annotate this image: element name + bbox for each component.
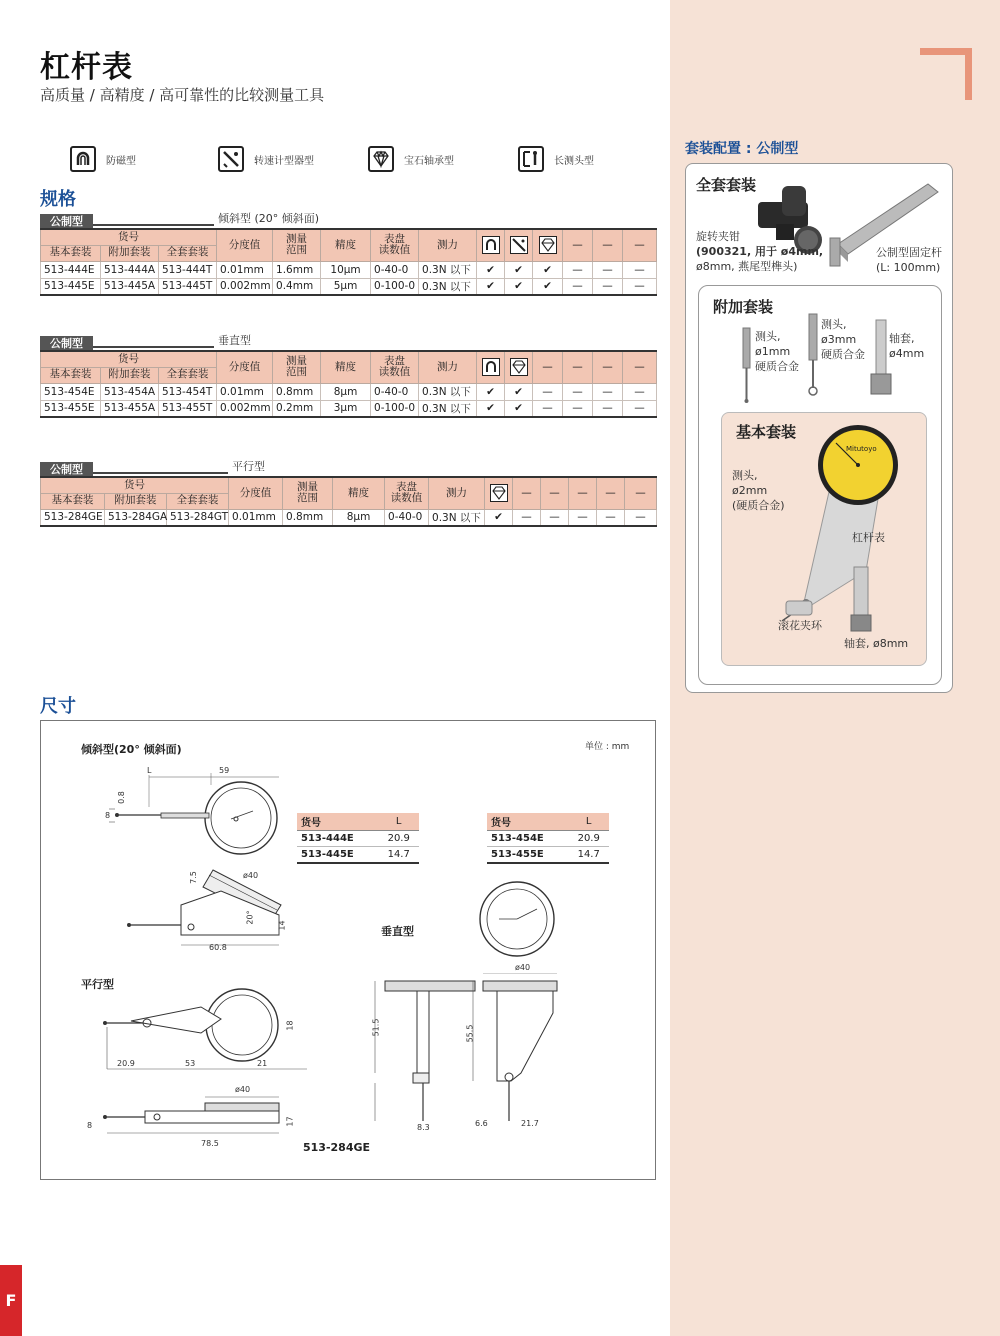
stem-4mm-label (889, 332, 924, 362)
stem-4mm-l1: 轴套, (889, 332, 915, 345)
rod-label-l1: 公制型固定杆 (876, 246, 942, 259)
stem-4mm-l2: ø4mm (889, 346, 925, 360)
force: 0.3N 以下 (419, 278, 477, 295)
dimensions-panel (40, 720, 656, 1180)
basic-set-header: 基本套装 (41, 367, 101, 383)
dim-0-8: 0.8 (116, 791, 126, 804)
dim-21-7: 21.7 (521, 1119, 539, 1128)
mark: ✔ (505, 261, 533, 278)
range: 1.6mm (273, 261, 321, 278)
dial-header-l2: 读数值 (378, 244, 411, 257)
brand-text: Mitutoyo (846, 445, 877, 453)
anti-magnetic-icon (477, 229, 505, 261)
mark: — (593, 400, 623, 417)
force: 0.3N 以下 (419, 383, 477, 400)
mark: — (623, 278, 657, 295)
dial: 0-40-0 (371, 261, 419, 278)
mark: ✔ (477, 278, 505, 295)
dim-51-5: 51.5 (371, 1018, 381, 1037)
range: 0.4mm (273, 278, 321, 295)
vertical-L-table (487, 813, 609, 864)
mini-header: L (568, 813, 609, 831)
mark: ✔ (485, 509, 513, 526)
mark: — (593, 383, 623, 400)
accuracy-header: 精度 (321, 351, 371, 383)
long-stylus-icon (518, 146, 544, 172)
feature-long-stylus (518, 146, 594, 172)
table-row (41, 400, 657, 417)
spec-section-title: 规格 (40, 189, 76, 210)
mark: ✔ (477, 261, 505, 278)
stylus-2mm-l3: (硬质合金) (732, 498, 785, 512)
addon-set-header: 附加套装 (101, 367, 159, 383)
accuracy: 8µm (321, 383, 371, 400)
addon-part: 513-444A (101, 261, 159, 278)
dial-header (371, 351, 419, 383)
dash-header: — (513, 477, 541, 509)
range: 0.8mm (273, 383, 321, 400)
tilt-side-view-drawing (121, 865, 291, 955)
force: 0.3N 以下 (419, 261, 477, 278)
stylus-3mm-label (821, 318, 865, 363)
mini-header: 货号 (487, 813, 568, 831)
dash-header: — (623, 229, 657, 261)
addon-set-box (698, 285, 942, 685)
mark: — (533, 383, 563, 400)
spec-table-2 (40, 350, 657, 418)
jewel-bearing-icon (505, 351, 533, 383)
lever-indicator-image (746, 421, 926, 621)
graduation: 0.01mm (229, 509, 283, 526)
table-subtitle: 平行型 (232, 460, 265, 473)
basic-part: 513-445E (41, 278, 101, 295)
addon-part: 513-455A (101, 400, 159, 417)
full-set-title: 全套套装 (696, 176, 757, 194)
mark: — (563, 278, 593, 295)
dim-60-8: 60.8 (209, 943, 227, 952)
mini-header: 货号 (297, 813, 378, 831)
force-header: 测力 (429, 477, 485, 509)
stylus-3mm-l1: 测头, (821, 318, 847, 331)
dial-header-l2: 读数值 (390, 492, 423, 505)
parallel-model-label: 513-284GE (303, 1141, 371, 1154)
mini-value: 20.9 (568, 831, 609, 847)
force-header: 测力 (419, 351, 477, 383)
table-row (297, 831, 419, 847)
full-set-header: 全套套装 (159, 367, 217, 383)
range-header (273, 351, 321, 383)
graduation-header: 分度值 (217, 229, 273, 261)
addon-set-title: 附加套装 (713, 298, 774, 316)
part-no-header: 货号 (41, 229, 217, 245)
indicator-label: 杠杆表 (852, 531, 885, 544)
mark: ✔ (505, 400, 533, 417)
feature-label: 防磁型 (106, 155, 136, 167)
mark: — (563, 400, 593, 417)
basic-set-header: 基本套装 (41, 493, 105, 509)
dim-20deg: 20° (245, 910, 255, 925)
range-header (273, 229, 321, 261)
dash-header: — (623, 351, 657, 383)
mark: ✔ (505, 278, 533, 295)
dial-header (385, 477, 429, 509)
basic-part: 513-444E (41, 261, 101, 278)
basic-set-box (721, 412, 927, 666)
addon-part: 513-445A (101, 278, 159, 295)
table-tag: 公制型 (40, 336, 93, 351)
range-header-l1: 测量 (286, 233, 308, 246)
mini-header: L (378, 813, 419, 831)
table-row (487, 831, 609, 847)
dial: 0-100-0 (371, 278, 419, 295)
table-row (297, 847, 419, 863)
basic-part: 513-284GE (41, 509, 105, 526)
range-header-l2: 范围 (286, 366, 308, 379)
mini-value: 14.7 (568, 847, 609, 863)
table-tag: 公制型 (40, 214, 93, 229)
dim-18: 18 (285, 1020, 295, 1031)
dial-header-l1: 表盘 (384, 355, 406, 368)
dim-L: L (147, 766, 152, 775)
jewel-bearing-icon (533, 229, 563, 261)
force: 0.3N 以下 (429, 509, 485, 526)
graduation-header: 分度值 (217, 351, 273, 383)
dim-17: 17 (285, 1116, 295, 1127)
mark: — (513, 509, 541, 526)
table3-label (40, 458, 265, 476)
tilt-top-view-drawing (101, 767, 291, 857)
addon-part: 513-284GA (105, 509, 167, 526)
clamp-label-l2: (900321, 用于 ø4mm, (696, 244, 824, 258)
revolution-counter-icon (218, 146, 244, 172)
mark: — (593, 278, 623, 295)
dial-header-l1: 表盘 (396, 481, 418, 494)
stylus-3mm-l3: 硬质合金 (821, 347, 865, 361)
jewel-bearing-icon (485, 477, 513, 509)
full-part: 513-445T (159, 278, 217, 295)
dim-ø40-parallel: ø40 (235, 1085, 251, 1094)
stylus-1mm-l2: ø1mm (755, 344, 791, 358)
table-subtitle: 垂直型 (218, 334, 251, 347)
mini-value: 20.9 (378, 831, 419, 847)
force: 0.3N 以下 (419, 400, 477, 417)
accuracy: 8µm (333, 509, 385, 526)
stylus-2mm-l2: ø2mm (732, 483, 768, 497)
dial: 0-40-0 (385, 509, 429, 526)
parallel-type-label: 平行型 (81, 978, 114, 991)
mark: — (623, 383, 657, 400)
dim-8: 8 (105, 811, 111, 820)
section-tab: F (0, 1265, 22, 1336)
vertical-type-label: 垂直型 (381, 925, 414, 938)
mark: — (563, 261, 593, 278)
stylus-2mm-l1: 测头, (732, 469, 758, 482)
dim-ø40: ø40 (243, 871, 259, 880)
rod-label-l2: (L: 100mm) (876, 260, 941, 274)
accuracy-header: 精度 (321, 229, 371, 261)
dim-21: 21 (257, 1059, 268, 1068)
table-row (487, 847, 609, 863)
addon-set-header: 附加套装 (101, 245, 159, 261)
mark: — (623, 261, 657, 278)
dial-header-l2: 读数值 (378, 366, 411, 379)
accuracy: 10µm (321, 261, 371, 278)
mini-part: 513-455E (487, 847, 568, 863)
full-part: 513-444T (159, 261, 217, 278)
dash-header: — (593, 229, 623, 261)
dash-header: — (563, 229, 593, 261)
stylus-1mm-label (755, 330, 799, 375)
feature-revolution-counter (218, 146, 314, 172)
addon-set-header: 附加套装 (105, 493, 167, 509)
dash-header: — (597, 477, 625, 509)
dim-20-9: 20.9 (117, 1059, 135, 1068)
graduation: 0.01mm (217, 261, 273, 278)
knurled-ring-image (784, 597, 814, 617)
vertical-side-view-drawing (371, 973, 651, 1143)
basic-set-header: 基本套装 (41, 245, 101, 261)
part-no-header: 货号 (41, 477, 229, 493)
stylus-2mm-label (732, 469, 785, 514)
basic-part: 513-455E (41, 400, 101, 417)
table-row (41, 509, 657, 526)
tilt-type-label: 倾斜型(20° 倾斜面) (81, 743, 182, 756)
mark: ✔ (477, 383, 505, 400)
table2-label (40, 332, 251, 350)
feature-anti-magnetic (70, 146, 136, 172)
accuracy-header: 精度 (333, 477, 385, 509)
sets-title: 套装配置 : 公制型 (685, 141, 799, 157)
page-subtitle: 高质量 / 高精度 / 高可靠性的比较测量工具 (40, 86, 325, 104)
table-row (41, 278, 657, 295)
dash-header: — (593, 351, 623, 383)
dial: 0-40-0 (371, 383, 419, 400)
parallel-top-view-drawing (101, 983, 311, 1083)
anti-magnetic-icon (477, 351, 505, 383)
rod-label (876, 246, 942, 276)
feature-label: 转速计型器型 (254, 155, 314, 167)
dash-header: — (569, 477, 597, 509)
stylus-3mm-image (803, 312, 823, 398)
clamp-label-l3: ø8mm, 燕尾型榫头) (696, 259, 798, 273)
feature-label: 长测头型 (554, 155, 594, 167)
range: 0.2mm (273, 400, 321, 417)
dial-header (371, 229, 419, 261)
page-title: 杠杆表 (40, 50, 133, 85)
mini-part: 513-445E (297, 847, 378, 863)
dim-6-6: 6.6 (475, 1119, 488, 1128)
mark: — (625, 509, 657, 526)
jewel-bearing-icon (368, 146, 394, 172)
stem-8mm-label: 轴套, ø8mm (844, 637, 909, 650)
range-header (283, 477, 333, 509)
mark: — (597, 509, 625, 526)
dim-53: 53 (185, 1059, 196, 1068)
basic-set-title: 基本套装 (736, 423, 797, 441)
dim-59: 59 (219, 766, 230, 775)
range: 0.8mm (283, 509, 333, 526)
full-part: 513-454T (159, 383, 217, 400)
graduation: 0.002mm (217, 278, 273, 295)
table-subtitle: 倾斜型 (20° 倾斜面) (218, 212, 320, 225)
revolution-counter-icon (505, 229, 533, 261)
mark: ✔ (477, 400, 505, 417)
graduation-header: 分度值 (229, 477, 283, 509)
dim-7-5: 7.5 (188, 871, 198, 884)
dim-8-3: 8.3 (417, 1123, 430, 1132)
tilt-L-table (297, 813, 419, 864)
clamp-label-l1: 旋转夹钳 (696, 230, 740, 243)
graduation: 0.002mm (217, 400, 273, 417)
mark: ✔ (505, 383, 533, 400)
dimensions-title: 尺寸 (40, 696, 76, 717)
mark: ✔ (533, 278, 563, 295)
addon-part: 513-454A (101, 383, 159, 400)
full-set-header: 全套套装 (167, 493, 229, 509)
table-row (41, 383, 657, 400)
dim-55-5: 55.5 (465, 1024, 475, 1043)
dash-header: — (625, 477, 657, 509)
feature-label: 宝石轴承型 (404, 155, 454, 167)
full-set-box (685, 163, 953, 693)
knurled-ring-label: 滚花夹环 (778, 619, 822, 632)
dim-78-5: 78.5 (201, 1139, 219, 1148)
stylus-1mm-l1: 测头, (755, 330, 781, 343)
unit-label: 单位 : mm (585, 742, 630, 752)
mark: — (623, 400, 657, 417)
range-header-l2: 范围 (297, 492, 319, 505)
range-header-l2: 范围 (286, 244, 308, 257)
range-header-l1: 测量 (286, 355, 308, 368)
accuracy: 3µm (321, 400, 371, 417)
accuracy: 5µm (321, 278, 371, 295)
graduation: 0.01mm (217, 383, 273, 400)
dash-header: — (541, 477, 569, 509)
range-header-l1: 测量 (297, 481, 319, 494)
part-no-header: 货号 (41, 351, 217, 367)
force-header: 测力 (419, 229, 477, 261)
dim-ø40-vertical: ø40 (515, 963, 531, 972)
mark: — (563, 383, 593, 400)
stem-8mm-image (846, 565, 876, 635)
dim-14: 14 (277, 920, 287, 931)
feature-jewel-bearing (368, 146, 454, 172)
mark: ✔ (533, 261, 563, 278)
table-row (41, 261, 657, 278)
stylus-1mm-l3: 硬质合金 (755, 359, 799, 373)
anti-magnetic-icon (70, 146, 96, 172)
dial: 0-100-0 (371, 400, 419, 417)
dash-header: — (533, 351, 563, 383)
mark: — (533, 400, 563, 417)
mark: — (593, 261, 623, 278)
table-tag: 公制型 (40, 462, 93, 477)
mark: — (569, 509, 597, 526)
dash-header: — (563, 351, 593, 383)
full-set-header: 全套套装 (159, 245, 217, 261)
spec-table-3 (40, 476, 657, 527)
dial-header-l1: 表盘 (384, 233, 406, 246)
full-part: 513-284GT (167, 509, 229, 526)
mark: — (541, 509, 569, 526)
corner-mark (920, 48, 972, 100)
mini-part: 513-444E (297, 831, 378, 847)
mini-part: 513-454E (487, 831, 568, 847)
vertical-front-view-drawing (477, 879, 557, 959)
spec-table-1 (40, 228, 657, 296)
full-part: 513-455T (159, 400, 217, 417)
mini-value: 14.7 (378, 847, 419, 863)
stylus-1mm-image (737, 326, 757, 406)
dim-8-parallel: 8 (87, 1121, 93, 1130)
clamp-label (696, 230, 823, 275)
table1-label (40, 210, 320, 228)
stylus-3mm-l2: ø3mm (821, 332, 857, 346)
basic-part: 513-454E (41, 383, 101, 400)
